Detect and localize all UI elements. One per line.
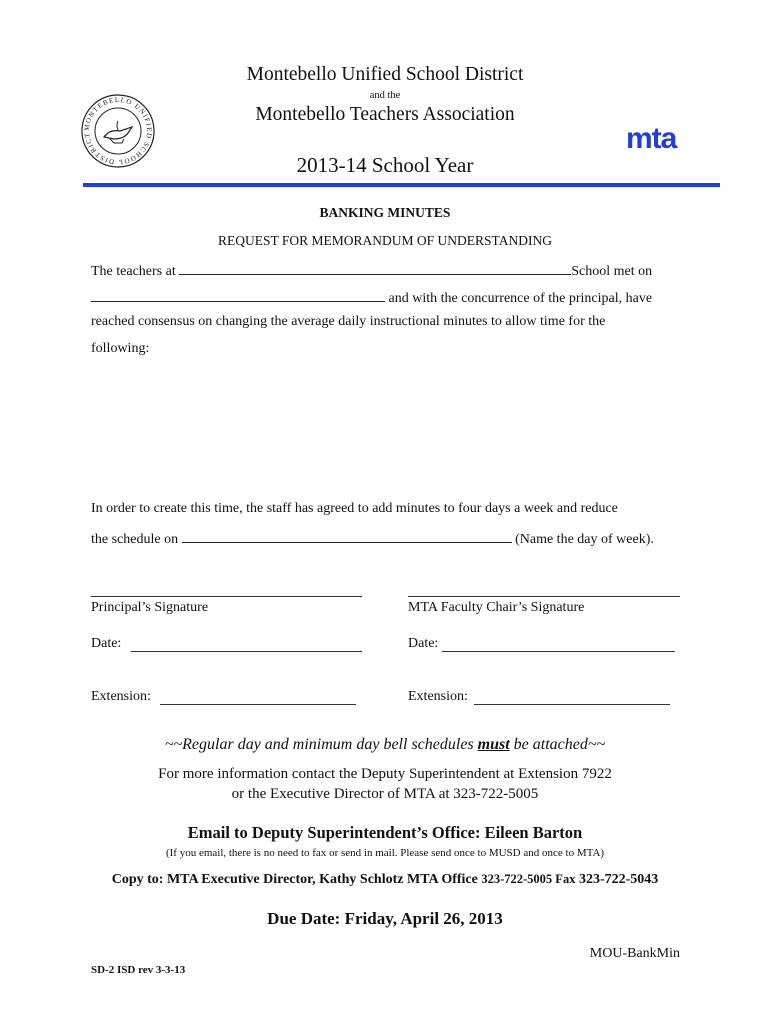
copy-phone: 323-722-5005 Fax <box>481 872 576 886</box>
seal-lettering: MONTEBELLO UNIFIED SCHOOL DISTRICT <box>82 95 154 167</box>
bell-note-end: be attached~~ <box>509 736 606 753</box>
school-met-on-label: School met on <box>571 264 653 279</box>
mta-logo <box>626 122 698 154</box>
revision-code: SD-2 ISD rev 3-3-13 <box>91 964 186 976</box>
chair-date-field[interactable] <box>442 651 675 652</box>
day-of-week-field[interactable] <box>182 528 512 543</box>
chair-signature-field[interactable] <box>408 596 680 597</box>
and-the-text: and the <box>369 90 401 101</box>
school-name-field[interactable] <box>179 260 571 275</box>
district-title: Montebello Unified School District <box>246 64 524 85</box>
principal-date-field[interactable] <box>131 651 362 652</box>
form-code: MOU-BankMin <box>589 946 680 961</box>
following-text: following: <box>91 341 150 356</box>
due-date: Due Date: Friday, April 26, 2013 <box>267 909 503 928</box>
bell-schedule-note <box>0 736 770 754</box>
concurrence-text: and with the concurrence of the principal, have <box>388 291 653 306</box>
principal-extension-label: Extension: <box>91 689 151 704</box>
chair-signature-label: MTA Faculty Chair’s Signature <box>408 600 585 615</box>
principal-signature-field[interactable] <box>91 596 362 597</box>
bell-note-start: ~~Regular day and minimum day bell schedules <box>164 736 478 753</box>
reduce-day-line <box>91 528 681 548</box>
schedule-on-label: the schedule on <box>91 532 179 547</box>
copy-to-text: Copy to: MTA Executive Director, Kathy Schlotz MTA Office <box>111 872 482 887</box>
create-time-text: In order to create this time, the staff has agreed to add minutes to four days a week and reduce <box>91 501 618 516</box>
meeting-date-field[interactable] <box>91 287 385 302</box>
email-instruction: Email to Deputy Superintendent’s Office: Eileen Barton <box>187 823 583 842</box>
copy-fax: 323-722-5043 <box>575 872 659 887</box>
email-note: (If you email, there is no need to fax or send in mail. Please send once to MUSD and once to MTA) <box>165 847 605 859</box>
chair-date-label: Date: <box>408 636 439 651</box>
form-subheading: REQUEST FOR MEMORANDUM OF UNDERSTANDING <box>218 233 552 248</box>
info-line-2: or the Executive Director of MTA at 323-722-5005 <box>231 786 539 802</box>
chair-extension-field[interactable] <box>474 704 670 705</box>
principal-signature-label: Principal’s Signature <box>91 600 209 615</box>
header-divider <box>83 183 720 187</box>
mta-logo-text: mta <box>626 122 677 154</box>
info-line-1: For more information contact the Deputy Superintendent at Extension 7922 <box>158 766 612 782</box>
principal-date-label: Date: <box>91 636 122 651</box>
principal-extension-field[interactable] <box>160 704 356 705</box>
form-heading: BANKING MINUTES <box>319 205 451 220</box>
meeting-date-line <box>91 287 681 307</box>
district-seal <box>80 93 156 169</box>
teachers-at-label: The teachers at <box>91 264 176 279</box>
consensus-text: reached consensus on changing the average daily instructional minutes to allow time for the <box>91 314 606 329</box>
chair-extension-label: Extension: <box>408 689 468 704</box>
school-year: 2013-14 School Year <box>296 153 474 177</box>
school-line <box>91 260 681 280</box>
association-title: Montebello Teachers Association <box>255 104 515 125</box>
copy-to-line <box>0 872 770 888</box>
bell-note-must: must <box>477 736 510 753</box>
name-day-hint: (Name the day of week). <box>515 532 654 547</box>
